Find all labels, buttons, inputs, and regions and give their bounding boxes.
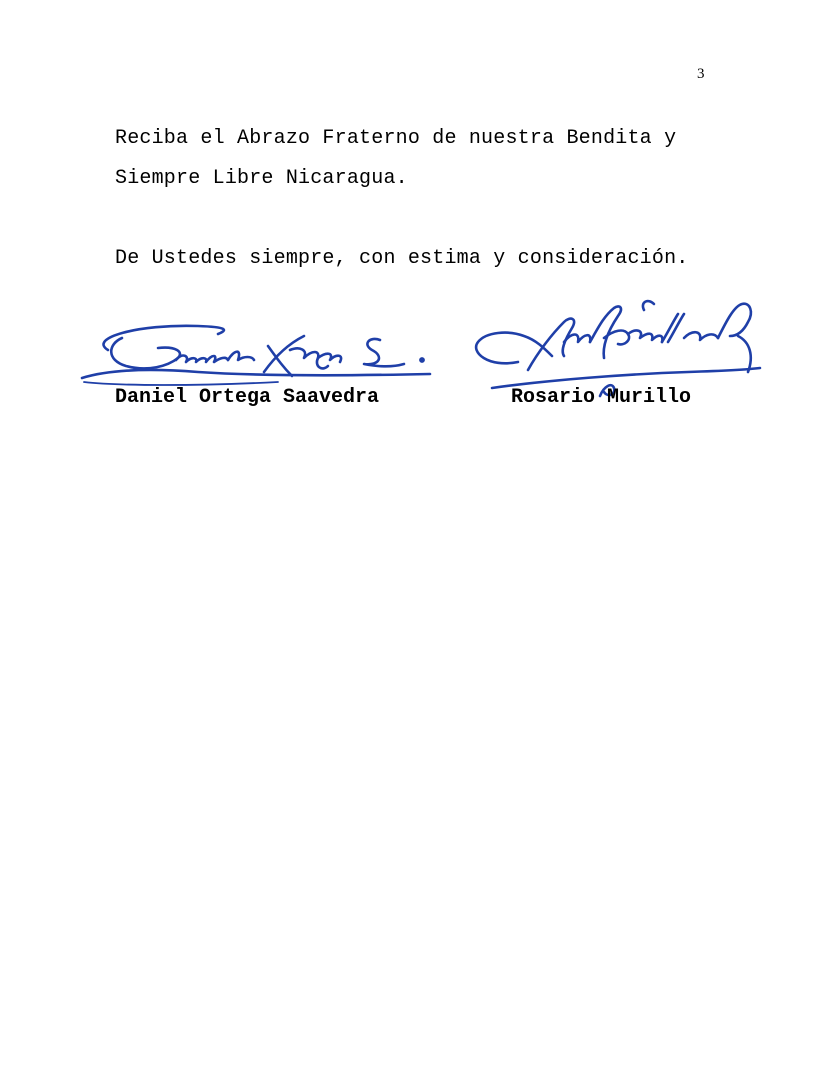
- signer-name-rosario-murillo: Rosario Murillo: [511, 386, 692, 409]
- closing-line: Reciba el Abrazo Fraterno de nuestra Bendita y: [115, 127, 677, 150]
- signature-rosario-murillo: [468, 292, 764, 400]
- closing-paragraph: [115, 119, 676, 199]
- regards-line: De Ustedes siempre, con estima y consideración.: [115, 247, 689, 270]
- closing-line: Siempre Libre Nicaragua.: [115, 167, 408, 190]
- signature-daniel-ortega: [78, 316, 434, 388]
- page-number: 3: [697, 66, 705, 82]
- signer-name-daniel-ortega: Daniel Ortega Saavedra: [115, 386, 380, 409]
